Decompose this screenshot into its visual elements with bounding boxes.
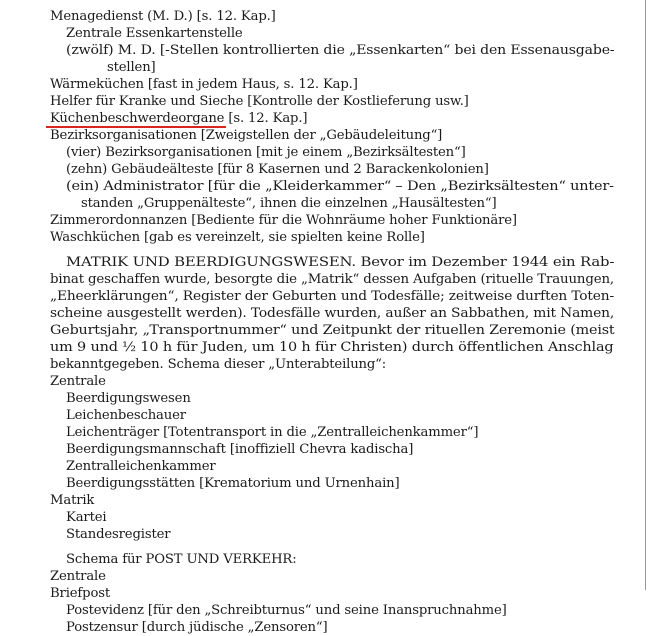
text-line: Bezirksorganisationen [Zweigstellen der „Gebäudeleitung“] bbox=[50, 128, 443, 143]
text-line: MATRIK UND BEERDIGUNGSWESEN. Bevor im Dezember 1944 ein Rab- bbox=[66, 255, 615, 270]
text-line: standen „Gruppenälteste“, ihnen die einzelnen „Hausältesten“] bbox=[81, 196, 497, 211]
text-line: Postevidenz [für den „Schreibturnus“ und seine Inanspruchnahme] bbox=[66, 603, 507, 618]
text-line: (ein) Administrator [für die „Kleiderkammer“ – Den „Bezirksältesten“ unter- bbox=[66, 179, 614, 194]
text-line: Zentrale bbox=[50, 569, 106, 584]
text-line: Postzensur [durch jüdische „Zensoren“] bbox=[66, 620, 328, 635]
text-line: Leichenbeschauer bbox=[66, 408, 186, 423]
text-line: Menagedienst (M. D.) [s. 12. Kap.] bbox=[50, 9, 276, 24]
text-line: Geburtsjahr, „Transportnummer“ und Zeitpunkt der rituellen Zeremonie (meist bbox=[50, 323, 615, 338]
text-line: Zentrale Essenkartenstelle bbox=[66, 26, 243, 41]
text-line: Briefpost bbox=[50, 586, 110, 601]
text-line: Beerdigungsmannschaft [inoffiziell Chevra kadischa] bbox=[66, 442, 414, 457]
text-line: Zentrale bbox=[50, 374, 106, 389]
text-line: (vier) Bezirksorganisationen [mit je einem „Bezirksältesten“] bbox=[66, 145, 466, 160]
text-line: (zwölf) M. D. [-Stellen kontrollierten die „Essenkarten“ bei den Essenausgabe- bbox=[66, 43, 615, 58]
text-line: Waschküchen [gab es vereinzelt, sie spielten keine Rolle] bbox=[50, 230, 425, 245]
text-line: um 9 und ½ 10 h für Juden, um 10 h für Christen) durch öffentlichen Anschlag bbox=[50, 340, 614, 355]
text-line: Zimmerordonnanzen [Bediente für die Wohnräume hoher Funktionäre] bbox=[50, 213, 517, 228]
text-line: Standesregister bbox=[66, 527, 171, 542]
text-line: Schema für POST UND VERKEHR: bbox=[66, 552, 297, 567]
text-line: Leichenträger [Totentransport in die „Zentralleichenkammer“] bbox=[66, 425, 479, 440]
text-line: stellen] bbox=[107, 60, 156, 75]
page-edge-divider bbox=[645, 0, 646, 590]
text-line: Beerdigungsstätten [Krematorium und Urnenhain] bbox=[66, 476, 400, 491]
text-line: Helfer für Kranke und Sieche [Kontrolle der Kostlieferung usw.] bbox=[50, 94, 469, 109]
text-line: „Eheerklärungen“, Register der Geburten und Todesfälle; zeitweise durften Toten- bbox=[50, 289, 614, 304]
text-line: Matrik bbox=[50, 493, 95, 508]
text-line: bekanntgegeben. Schema dieser „Unterabteilung“: bbox=[50, 357, 387, 372]
text-line: Wärmeküchen [fast in jedem Haus, s. 12. Kap.] bbox=[50, 77, 358, 92]
text-line: (zehn) Gebäudeälteste [für 8 Kasernen und 2 Barackenkolonien] bbox=[66, 162, 489, 177]
text-line: Küchenbeschwerdeorgane [s. 12. Kap.] bbox=[50, 111, 308, 126]
text-line: Beerdigungswesen bbox=[66, 391, 191, 406]
text-line: binat geschaffen wurde, besorgte die „Matrik“ dessen Aufgaben (rituelle Trauungen, bbox=[50, 272, 614, 287]
text-line: Kartei bbox=[66, 510, 107, 525]
text-line: Zentralleichenkammer bbox=[66, 459, 216, 474]
text-line: scheine ausgestellt werden). Todesfälle wurden, außer an Sabbathen, mit Namen, bbox=[50, 306, 615, 321]
